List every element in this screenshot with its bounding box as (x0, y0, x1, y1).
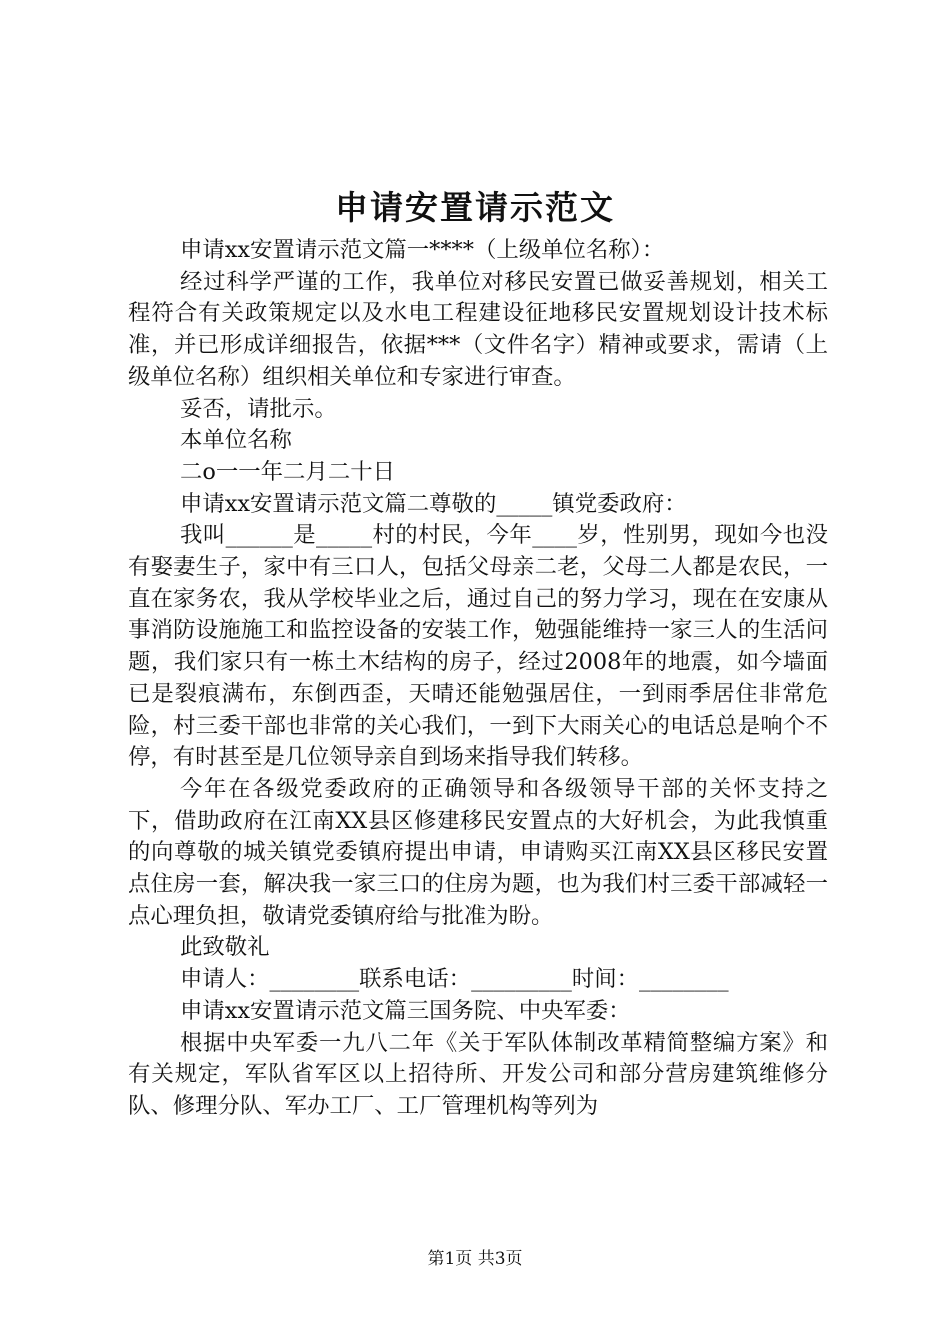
paragraph-9: 此致敬礼 (180, 934, 270, 961)
paragraph-8: 今年在各级党委政府的正确领导和各级领导干部的关怀支持之下，借助政府在江南XX县区修建移民安置点的大好机会，为此我慎重的向尊敬的城关镇党委镇府提出申请，申请购买江南XX县区移民安置点住房一套，解决我一家三口的住房为题，也为我们村三委干部减轻一点心理负担，敬请党委镇府给与批准为盼。 (128, 775, 828, 929)
paragraph-11: 申请xx安置请示范文篇三国务院、中央军委： (180, 997, 631, 1024)
paragraph-1: 申请xx安置请示范文篇一****（上级单位名称）： (180, 237, 665, 263)
paragraph-6: 申请xx安置请示范文篇二尊敬的_____镇党委政府： (180, 490, 687, 517)
document-title: 申请安置请示范文 (335, 188, 615, 227)
paragraph-5: 二o一一年二月二十日 (180, 458, 395, 485)
page-number-footer: 第1页 共3页 (427, 1249, 523, 1269)
paragraph-2: 经过科学严谨的工作，我单位对移民安置已做妥善规划，相关工程符合有关政策规定以及水电工程建设征地移民安置规划设计技术标准，并已形成详细报告，依据***（文件名字）精神或要求，需请（上级单位名称）组织相关单位和专家进行审查。 (128, 268, 828, 390)
paragraph-12: 根据中央军委一九八二年《关于军队体制改革精简整编方案》和有关规定，军队省军区以上招待所、开发公司和部分营房建筑维修分队、修理分队、军办工厂、工厂管理机构等列为 (128, 1029, 828, 1119)
paragraph-3: 妥否，请批示。 (180, 395, 337, 422)
paragraph-4: 本单位名称 (180, 427, 292, 454)
document-body (128, 235, 828, 1123)
paragraph-7: 我叫______是_____村的村民，今年____岁，性别男，现如今也没有娶妻生子，家中有三口人，包括父母亲二老，父母二人都是农民，一直在家务农，我从学校毕业之后，通过自己的努力学习，现在在安康从事消防设施施工和监控设备的安装工作，勉强能维持一家三人的生活问题，我们家只有一栋土木结构的房子，经过2008年的地震，如今墙面已是裂痕满布，东倒西歪，天晴还能勉强居住，一到雨季居住非常危险，村三委干部也非常的关心我们，一到下大雨关心的电话总是响个不停，有时甚至是几位领导亲自到场来指导我们转移。 (128, 522, 828, 771)
paragraph-10: 申请人：________联系电话：_________时间：________ (180, 966, 729, 993)
